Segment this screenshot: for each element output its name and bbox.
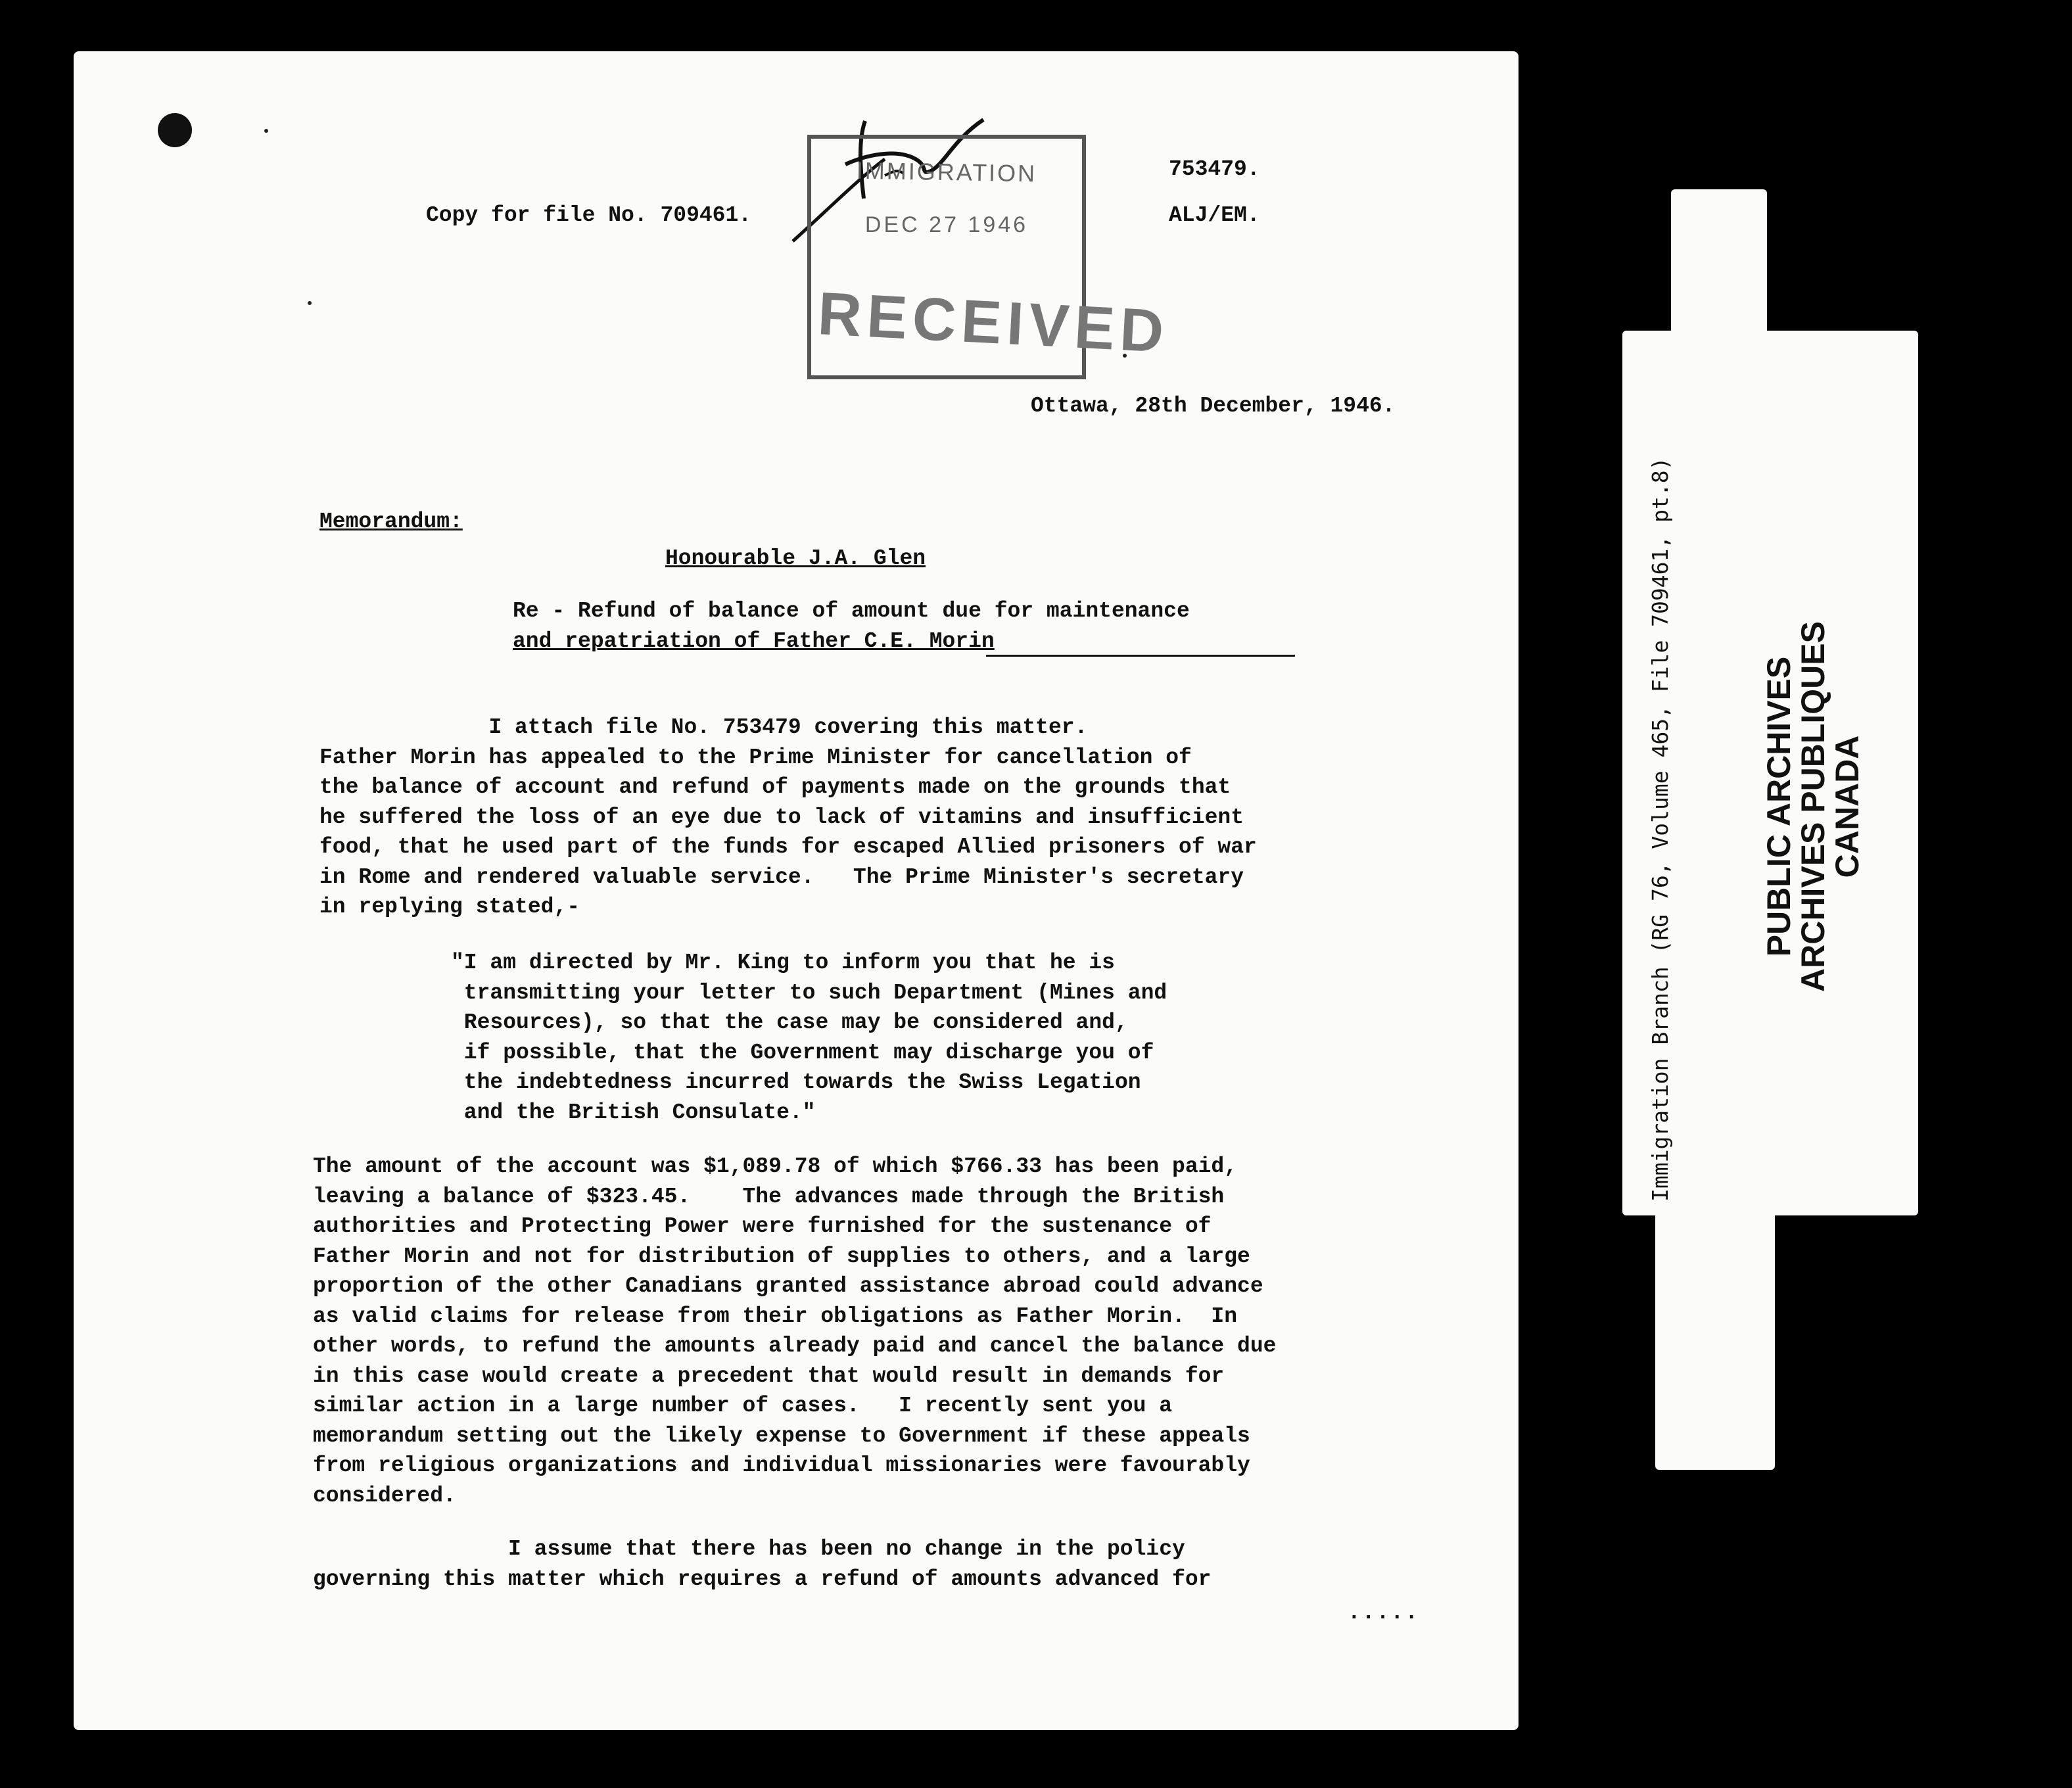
archive-name-line-2: ARCHIVES PUBLIQUES xyxy=(1795,621,1831,992)
archive-name xyxy=(1762,540,1864,1073)
archive-name-line-1: PUBLIC ARCHIVES xyxy=(1760,656,1797,957)
quoted-reply: "I am directed by Mr. King to inform you that he is transmitting your letter to such Department (Mines and Resources), so that the case may be considered and, if possible, that the Government may discharge you of the indebtedness incurred towards the Swiss Legation and the British Consulate." xyxy=(451,951,1167,1125)
body-paragraph-2: The amount of the account was $1,089.78 of which $766.33 has been paid, leaving a balance of $323.45. The advances made through the British authorities and Protecting Power were furnished for the sustenance of Father Morin and not for distribution of supplies to others, and a large proportion of the other Canadians granted assistance abroad could advance as valid claims for release from their obligations as Father Morin. In other words, to refund the amounts already paid and cancel the balance due in this case would create a precedent that would result in demands for similar action in a large number of cases. I recently sent you a memorandum setting out the likely expense to Government if these appeals from religious organizations and individual missionaries were favourably considered. xyxy=(313,1154,1277,1508)
place-date-line: Ottawa, 28th December, 1946. xyxy=(1031,394,1396,418)
label-tab-bottom xyxy=(1655,1196,1775,1470)
subject-underline xyxy=(986,655,1295,657)
stamp-date: DEC 27 1946 xyxy=(864,212,1029,237)
addressee: Honourable J.A. Glen xyxy=(665,546,926,571)
received-stamp xyxy=(807,135,1171,379)
stamp-department: IMMIGRATION xyxy=(856,156,1037,187)
copy-for-file-line: Copy for file No. 709461. xyxy=(426,203,752,227)
ink-speck xyxy=(308,301,312,305)
continuation-dots: ..... xyxy=(1348,1601,1420,1625)
body-paragraph-1: I attach file No. 753479 covering this matter. Father Morin has appealed to the Prime Minister for cancellation of the balance of account and refund of payments made on the grounds that he suffered the loss of an eye due to lack of vitamins and insufficient food, that he used part of the funds for escaped Allied prisoners of war in Rome and rendered valuable service. The Prime Minister's secretary in replying stated,- xyxy=(319,715,1257,919)
subject-line-2: and repatriation of Father C.E. Morin xyxy=(513,629,995,653)
stamp-received: RECEIVED xyxy=(816,280,1171,365)
subject-line-1: Re - Refund of balance of amount due for maintenance xyxy=(513,599,1190,623)
file-reference: 753479. xyxy=(1169,157,1260,181)
label-tab-top xyxy=(1671,189,1767,347)
archive-reference: Immigration Branch (RG 76, Volume 465, File 709461, pt.8) xyxy=(1647,457,1673,1202)
initials: ALJ/EM. xyxy=(1169,203,1260,227)
memorandum-heading: Memorandum: xyxy=(319,509,463,534)
ink-speck xyxy=(264,129,268,133)
body-paragraph-3: I assume that there has been no change in the policy governing this matter which requires a refund of amounts advanced for xyxy=(313,1537,1212,1591)
archive-name-line-3: CANADA xyxy=(1829,735,1866,878)
punch-hole xyxy=(158,113,192,147)
